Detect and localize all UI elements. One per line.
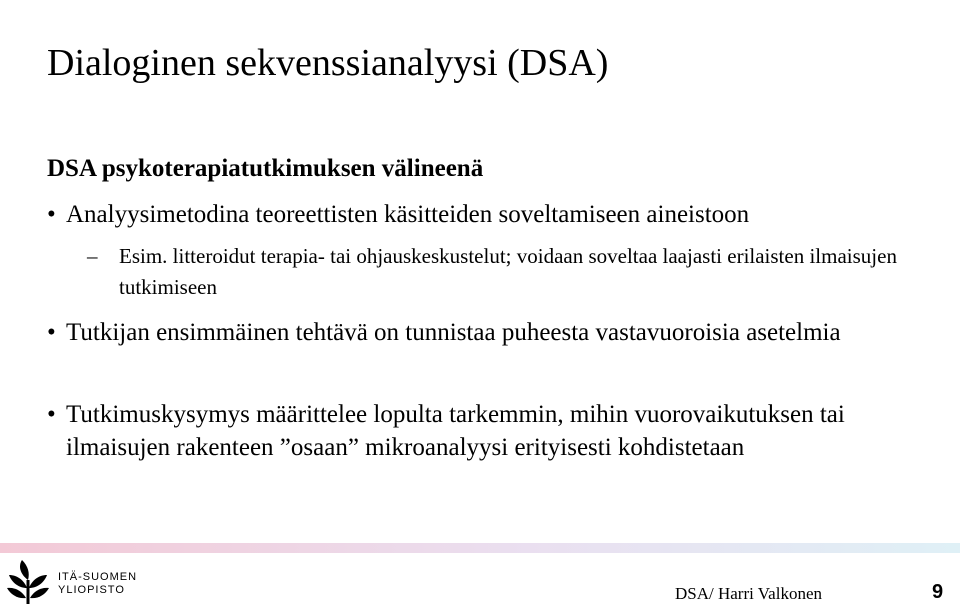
bullet-item [47,316,947,349]
footer-color-band [0,543,960,553]
slide-title: Dialoginen sekvenssianalyysi (DSA) [47,42,609,84]
footer-author: DSA/ Harri Valkonen [675,584,822,603]
university-logo-icon [6,558,50,606]
page-number: 9 [932,581,944,603]
bullet-text: Analyysimetodina teoreettisten käsitteiden soveltamiseen aineistoon [66,201,750,228]
sub-bullet-marker: – [87,244,98,268]
bullet-marker: • [47,201,56,228]
university-name [58,571,137,597]
bullet-marker: • [47,319,56,346]
slide-subheading: DSA psykoterapiatutkimuksen välineenä [47,155,484,182]
bullet-text: Tutkijan ensimmäinen tehtävä on tunnistaa puheesta vastavuoroisia asetelmia [66,319,841,346]
university-name-line2: YLIOPISTO [58,584,125,596]
bullet-item [47,398,947,464]
sub-bullet-item [87,241,927,303]
university-name-line1: ITÄ-SUOMEN [58,571,138,583]
bullet-item [47,198,947,231]
bullet-text: Tutkimuskysymys määrittelee lopulta tarkemmin, mihin vuorovaikutuksen tai ilmaisujen rakenteen ”osaan” mikroanalyysi erityisesti kohdistetaan [66,401,845,461]
bullet-marker: • [47,401,56,428]
sub-bullet-text: Esim. litteroidut terapia- tai ohjauskeskustelut; voidaan soveltaa laajasti erilaisten ilmaisujen tutkimiseen [119,244,897,299]
